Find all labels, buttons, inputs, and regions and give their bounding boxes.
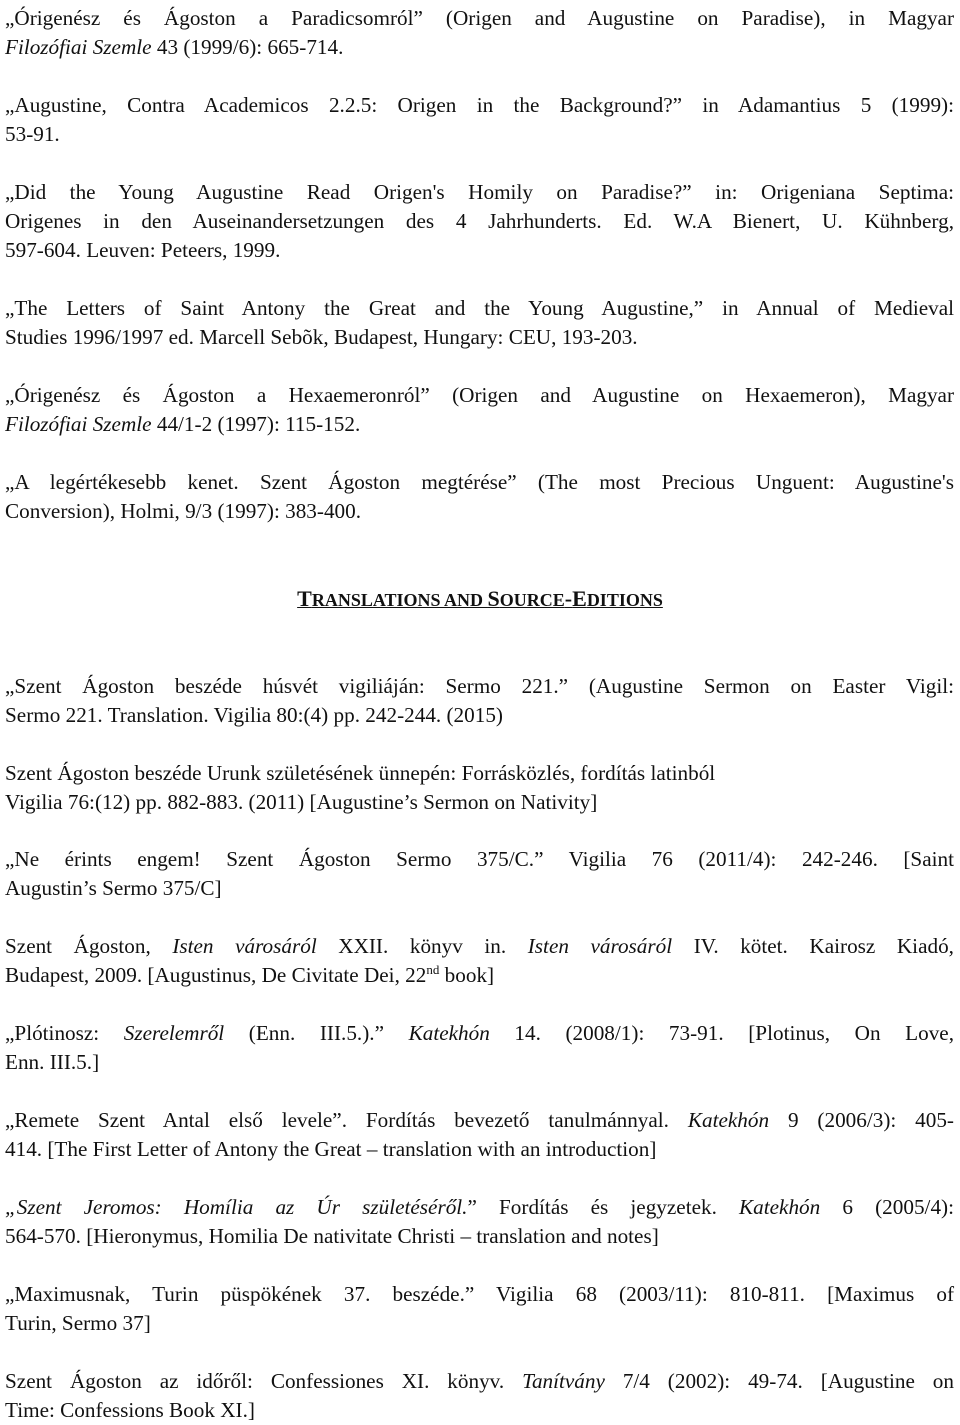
- entry-maximus-line2: Turin, Sermo 37]: [5, 1311, 151, 1335]
- entry-plotinosz-line1: „Plótinosz: Szerelemről (Enn. III.5.).” Katekhón 14. (2008/1): 73-91. [Plotinus, On Love,: [5, 1021, 954, 1045]
- entry-young-augustine-origen-line1: „Did the Young Augustine Read Origen's Homily on Paradise?” in: Origeniana Septima:: [5, 180, 954, 204]
- entry-confessiones-line2: Time: Confessions Book XI.]: [5, 1398, 255, 1422]
- entry-remete-antal-line2: 414. [The First Letter of Antony the Great – translation with an introduction]: [5, 1137, 657, 1161]
- entry-civitate-dei-line2: Budapest, 2009. [Augustinus, De Civitate Dei, 22nd book]: [5, 961, 495, 987]
- entry-ne-erints-line1: „Ne érints engem! Szent Ágoston Sermo 375/C.” Vigilia 76 (2011/4): 242-246. [Saint: [5, 847, 954, 871]
- entry-confessiones-line1: Szent Ágoston az időről: Confessiones XI. könyv. Tanítvány 7/4 (2002): 49-74. [Augustine on: [5, 1369, 954, 1393]
- entry-hexaemeron-line2: Filozófiai Szemle 44/1-2 (1997): 115-152.: [5, 412, 361, 436]
- entry-sermo-221-line2: Sermo 221. Translation. Vigilia 80:(4) pp. 242-244. (2015): [5, 703, 503, 727]
- entry-legertekesebb-kenet-line1: „A legértékesebb kenet. Szent Ágoston megtérése” (The most Precious Unguent: Augustine's: [5, 470, 954, 494]
- entry-young-augustine-origen-line3: 597-604. Leuven: Peteers, 1999.: [5, 238, 281, 262]
- entry-civitate-dei-line1: Szent Ágoston, Isten városáról XXII. könyv in. Isten városáról IV. kötet. Kairosz Kiadó,: [5, 934, 954, 958]
- entry-plotinosz-line2: Enn. III.5.]: [5, 1050, 100, 1074]
- entry-maximus-line1: „Maximusnak, Turin püspökének 37. beszéde.” Vigilia 68 (2003/11): 810-811. [Maximus of: [5, 1282, 954, 1306]
- entry-young-augustine-origen-line2: Origenes in den Auseinandersetzungen des 4 Jahrhunderts. Ed. W.A Bienert, U. Kühnberg,: [5, 209, 954, 233]
- entry-origenesz-paradicsom-line1: „Órigenész és Ágoston a Paradicsomról” (Origen and Augustine on Paradise), in Magyar: [5, 6, 954, 30]
- section-heading-translations: TRANSLATIONS AND SOURCE-EDITIONS: [297, 586, 663, 611]
- entry-contra-academicos-line1: „Augustine, Contra Academicos 2.2.5: Origen in the Background?” in Adamantius 5 (1999):: [5, 93, 954, 117]
- entry-origenesz-paradicsom-line2: Filozófiai Szemle 43 (1999/6): 665-714.: [5, 35, 344, 59]
- journal-title: Filozófiai Szemle: [5, 412, 152, 436]
- ordinal-superscript: nd: [426, 961, 440, 977]
- entry-legertekesebb-kenet-line2: Conversion), Holmi, 9/3 (1997): 383-400.: [5, 499, 362, 523]
- entry-letters-antony-line2: Studies 1996/1997 ed. Marcell Sebõk, Budapest, Hungary: CEU, 193-203.: [5, 325, 638, 349]
- journal-title: Filozófiai Szemle: [5, 35, 152, 59]
- entry-remete-antal-line1: „Remete Szent Antal első levele”. Fordítás bevezető tanulmánnyal. Katekhón 9 (2006/3): 405-: [5, 1108, 954, 1132]
- entry-letters-antony-line1: „The Letters of Saint Antony the Great and the Young Augustine,” in Annual of Medieval: [5, 296, 954, 320]
- entry-nativity-sermon-line2: Vigilia 76:(12) pp. 882-883. (2011) [Augustine’s Sermon on Nativity]: [5, 790, 598, 814]
- entry-jeromos-line2: 564-570. [Hieronymus, Homilia De nativitate Christi – translation and notes]: [5, 1224, 659, 1248]
- entry-ne-erints-line2: Augustin’s Sermo 375/C]: [5, 876, 222, 900]
- entry-jeromos-line1: „Szent Jeromos: Homília az Úr születéséről.” Fordítás és jegyzetek. Katekhón 6 (2005/4):: [5, 1195, 954, 1219]
- entry-sermo-221-line1: „Szent Ágoston beszéde húsvét vigiliáján: Sermo 221.” (Augustine Sermon on Easter Vigil:: [5, 674, 954, 698]
- entry-nativity-sermon-line1: Szent Ágoston beszéde Urunk születésének ünnepén: Forrásközlés, fordítás latinból: [5, 761, 716, 785]
- entry-contra-academicos-line2: 53-91.: [5, 122, 60, 146]
- entry-hexaemeron-line1: „Órigenész és Ágoston a Hexaemeronról” (Origen and Augustine on Hexaemeron), Magyar: [5, 383, 954, 407]
